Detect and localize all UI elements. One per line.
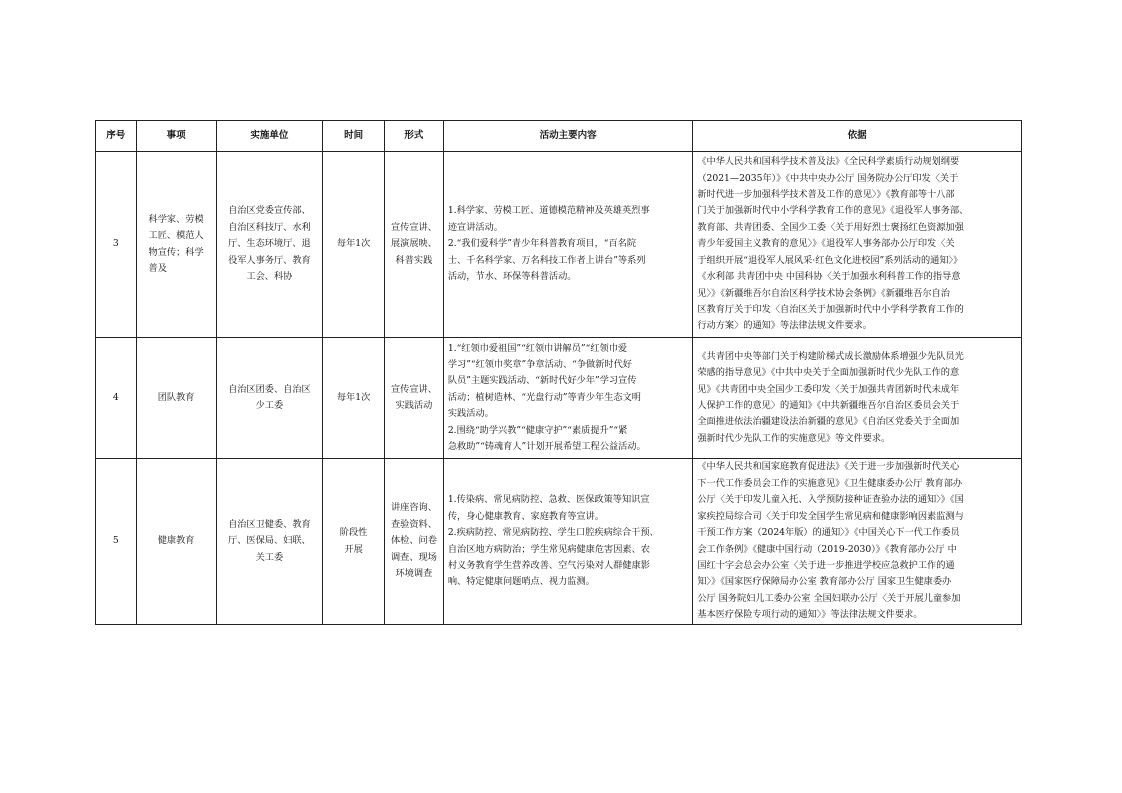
header-form: 形式 <box>385 121 444 152</box>
basis-line: 人保护工作的意见〉的通知》《中共新疆维吾尔自治区委员会关于 <box>697 400 960 411</box>
basis-cell <box>693 459 1022 625</box>
form-line: 展演展映、 <box>390 238 437 250</box>
time-cell: 每年1次 <box>323 152 385 338</box>
item-line: 普及 <box>148 262 167 274</box>
unit-cell <box>216 459 322 625</box>
form-line: 宣传宣讲、 <box>390 221 437 233</box>
basis-line: 行动方案〉的通知》等法律法规文件要求。 <box>697 320 872 332</box>
unit-line: 自治区党委宣传部、 <box>228 205 311 217</box>
form-line: 宣传宣讲、 <box>390 383 437 395</box>
unit-line: 工会、科协 <box>246 271 293 283</box>
basis-line: 强新时代少先队工作的实施意见》等文件要求。 <box>697 432 891 444</box>
basis-line: 会工作条例》《健康中国行动（2019-2030）》《教育部办公厅 中 <box>697 543 957 555</box>
form-line: 环境调查 <box>395 568 433 580</box>
basis-line: 《中华人民共和国科学技术普及法》《全民科学素质行动规划纲要 <box>697 156 960 168</box>
row-number: 5 <box>96 459 137 625</box>
header-content: 活动主要内容 <box>443 121 693 152</box>
table-row <box>96 338 1022 459</box>
unit-line: 厅、医保局、妇联、 <box>228 535 311 547</box>
item-line: 工匠、模范人 <box>148 230 204 242</box>
header-unit: 实施单位 <box>216 121 322 152</box>
item-line: 物宣传；科学 <box>148 246 204 258</box>
content-line: 自治区地方病防治；学生常见病健康危害因素、农 <box>447 543 650 555</box>
basis-line: 见》《共青团中央全国少工委印发〈关于加强共青团新时代未成年 <box>697 383 960 395</box>
content-line: 迹宣讲活动。 <box>447 221 503 233</box>
unit-line: 少工委 <box>255 400 284 411</box>
basis-line: 新时代进一步加强科学技术普及工作的意见〉》《教育部等十八部 <box>697 189 955 201</box>
content-line: 活动；植树造林、“光盘行动”等青少年生态文明 <box>447 391 641 403</box>
form-line: 实践活动 <box>395 400 433 411</box>
basis-line: 家疾控局综合司〈关于印发全国学生常见病和健康影响因素监测与 <box>697 510 964 522</box>
header-no: 序号 <box>96 121 137 152</box>
item-cell <box>136 459 216 625</box>
content-line: 学习”“红领巾奖章”争章活动、“争做新时代好 <box>447 358 632 370</box>
basis-line: 荣感的指导意见》《中共中央关于全面加强新时代少先队工作的意 <box>697 367 960 379</box>
basis-line: 公厅 国务院妇儿工委办公室 全国妇联办公厅〈关于开展儿童参加 <box>697 592 961 604</box>
table-header-row <box>96 121 1022 152</box>
header-basis: 依据 <box>693 121 1022 152</box>
form-cell <box>385 459 444 625</box>
basis-line: 《水利部 共青团中央 中国科协〈关于加强水利科普工作的指导意 <box>697 271 961 283</box>
basis-line: 基本医疗保险专项行动的通知〉》等法律法规文件要求。 <box>697 609 923 621</box>
content-line: 响、特定健康问题哨点、视力监测。 <box>447 576 595 588</box>
content-line: 急救助”“铸魂育人”计划开展希望工程公益活动。 <box>447 441 646 453</box>
content-line: 1.“红领巾爱祖国”“红领巾讲解员”“红领巾爱 <box>447 342 628 354</box>
activity-table <box>95 120 1022 625</box>
content-line: 实践活动。 <box>447 408 494 420</box>
basis-line: 公厅〈关于印发儿童入托、入学预防接种证查验办法的通知〉》《国 <box>697 494 964 506</box>
content-cell <box>443 338 693 459</box>
basis-cell <box>693 152 1022 338</box>
basis-line: 于组织开展“退役军人展风采·红色文化进校园”系列活动的通知〉》 <box>697 254 963 266</box>
form-line: 体检、问卷 <box>390 535 437 547</box>
form-line: 查验资料、 <box>390 518 437 530</box>
unit-line: 自治区卫健委、教育 <box>228 518 311 530</box>
content-line: 1.传染病、常见病防控、急救、医保政策等知识宣 <box>447 494 650 506</box>
unit-line: 自治区科技厅、水利 <box>228 221 311 233</box>
form-cell <box>385 152 444 338</box>
item-line: 健康教育 <box>157 535 195 547</box>
content-line: 传，身心健康教育、家庭教育等宣讲。 <box>447 510 605 522</box>
unit-line: 役军人事务厅、教育 <box>228 254 311 266</box>
unit-line: 厅、生态环境厅、退 <box>228 238 311 250</box>
item-cell <box>136 338 216 459</box>
basis-line: 下一代工作委员会工作的实施意见》《卫生健康委办公厅 教育部办 <box>697 477 963 489</box>
item-cell <box>136 152 216 338</box>
basis-line: 干预工作方案（2024年版）的通知〉》《中国关心下一代工作委员 <box>697 527 960 539</box>
basis-line: 全面推进依法治疆建设法治新疆的意见》《自治区党委关于全面加 <box>697 416 960 428</box>
unit-line: 自治区团委、自治区 <box>228 383 311 395</box>
basis-line: 青少年爱国主义教育的意见〉》《退役军人事务部办公厅印发〈关 <box>697 238 955 250</box>
basis-cell <box>693 338 1022 459</box>
content-line: 2.围绕“助学兴教”“健康守护”“素质提升”“紧 <box>447 424 628 436</box>
item-line: 科学家、劳模 <box>148 213 204 225</box>
header-item: 事项 <box>136 121 216 152</box>
form-line: 讲座咨询、 <box>390 502 437 514</box>
basis-line: 区教育厅关于印发〈自治区关于加强新时代中小学科学教育工作的 <box>697 303 964 315</box>
time-cell <box>323 459 385 625</box>
content-line: 士、千名科学家、万名科技工作者上讲台”等系列 <box>447 254 646 266</box>
item-line: 团队教育 <box>157 391 195 403</box>
content-line: 2.疾病防控、常见病防控、学生口腔疾病综合干预、 <box>447 527 659 539</box>
content-line: 1.科学家、劳模工匠、道德模范精神及英雄英烈事 <box>447 205 650 217</box>
time-cell: 每年1次 <box>323 338 385 459</box>
time-line: 阶段性 <box>339 527 368 539</box>
form-cell <box>385 338 444 459</box>
basis-line: 国红十字会总会办公室〈关于进一步推进学校应急救护工作的通 <box>697 559 955 571</box>
unit-cell <box>216 152 322 338</box>
content-line: 活动，节水、环保等科普活动。 <box>447 271 577 283</box>
time-line: 开展 <box>344 543 363 555</box>
content-line: 2.“我们爱科学”青少年科普教育项目，“百名院 <box>447 238 637 250</box>
basis-line: 教育部、共青团委、全国少工委〈关于用好烈士褒扬红色资源加强 <box>697 221 964 233</box>
basis-line: 《共青团中央等部门关于构建阶梯式成长激励体系增强少先队员光 <box>697 350 964 362</box>
row-number: 4 <box>96 338 137 459</box>
basis-line: （2021—2035年）》《中共中央办公厅 国务院办公厅印发〈关于 <box>697 172 959 184</box>
form-line: 调查、现场 <box>390 551 437 563</box>
header-time: 时间 <box>323 121 385 152</box>
basis-line: 知〉》《国家医疗保障局办公室 教育部办公厅 国家卫生健康委办 <box>697 576 952 588</box>
basis-line: 见〉》《新疆维吾尔自治区科学技术协会条例》《新疆维吾尔自治 <box>697 287 950 299</box>
basis-line: 门关于加强新时代中小学科学教育工作的意见》《退役军人事务部、 <box>697 205 969 217</box>
form-line: 科普实践 <box>395 254 433 266</box>
row-number: 3 <box>96 152 137 338</box>
content-cell <box>443 152 693 338</box>
content-line: 队员”主题实践活动、“新时代好少年”学习宣传 <box>447 375 637 387</box>
unit-cell <box>216 338 322 459</box>
table-row <box>96 459 1022 625</box>
basis-line: 《中华人民共和国家庭教育促进法》《关于进一步加强新时代关心 <box>697 461 960 473</box>
content-line: 村义务教育学生营养改善、空气污染对人群健康影 <box>447 559 650 571</box>
unit-line: 关工委 <box>255 551 284 563</box>
table-row <box>96 152 1022 338</box>
content-cell <box>443 459 693 625</box>
